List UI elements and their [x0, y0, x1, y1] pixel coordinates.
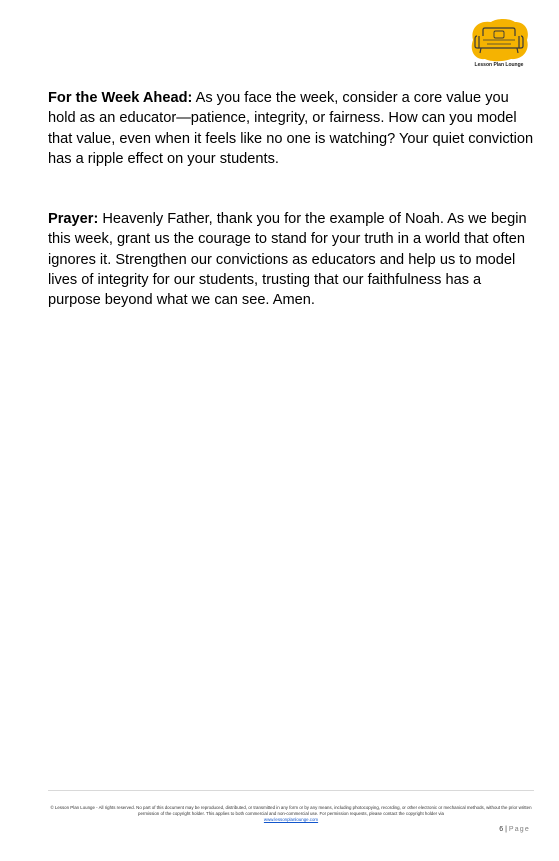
prayer-label: Prayer:: [48, 211, 99, 228]
page-number-separator: |: [503, 826, 509, 833]
copyright-notice: [48, 805, 534, 824]
prayer-paragraph: [48, 209, 536, 310]
week-ahead-paragraph: [48, 88, 536, 169]
week-ahead-text: As you face the week, consider a core value you hold as an educator—patience, integrity, or fairness. How can you model that value, even when it feels like no one is watching? Your quiet conviction has a ripple effect on your students.: [48, 90, 534, 167]
website-link[interactable]: www.lessonplanlounge.com: [263, 817, 319, 823]
couch-icon: [467, 18, 531, 62]
logo-text: Lesson Plan Lounge: [474, 62, 524, 68]
copyright-text: © Lesson Plan Lounge - All rights reserved. No part of this document may be reproduced, distributed, or transmitted in any form or by any means, including photocopying, recording, or other electronic or mechanical methods, without the prior written permission of the copyright holder. This applies to both commercial and non-commercial use. For permission requests, please contact the copyright holder via: [50, 805, 532, 817]
lesson-plan-lounge-logo: [467, 18, 531, 70]
page-word: Page: [508, 826, 530, 833]
document-body: [48, 88, 536, 351]
prayer-text: Heavenly Father, thank you for the example of Noah. As we begin this week, grant us the courage to stand for your truth in a world that often ignores it. Strengthen our convictions as educators and help us to model lives of integrity for our students, trusting that our faithfulness has a purpose beyond what we can see. Amen.: [48, 211, 527, 309]
page-number-value: 6: [499, 826, 504, 833]
page-number: [499, 826, 530, 833]
footer-divider: [48, 790, 534, 791]
week-ahead-label: For the Week Ahead:: [48, 90, 193, 106]
